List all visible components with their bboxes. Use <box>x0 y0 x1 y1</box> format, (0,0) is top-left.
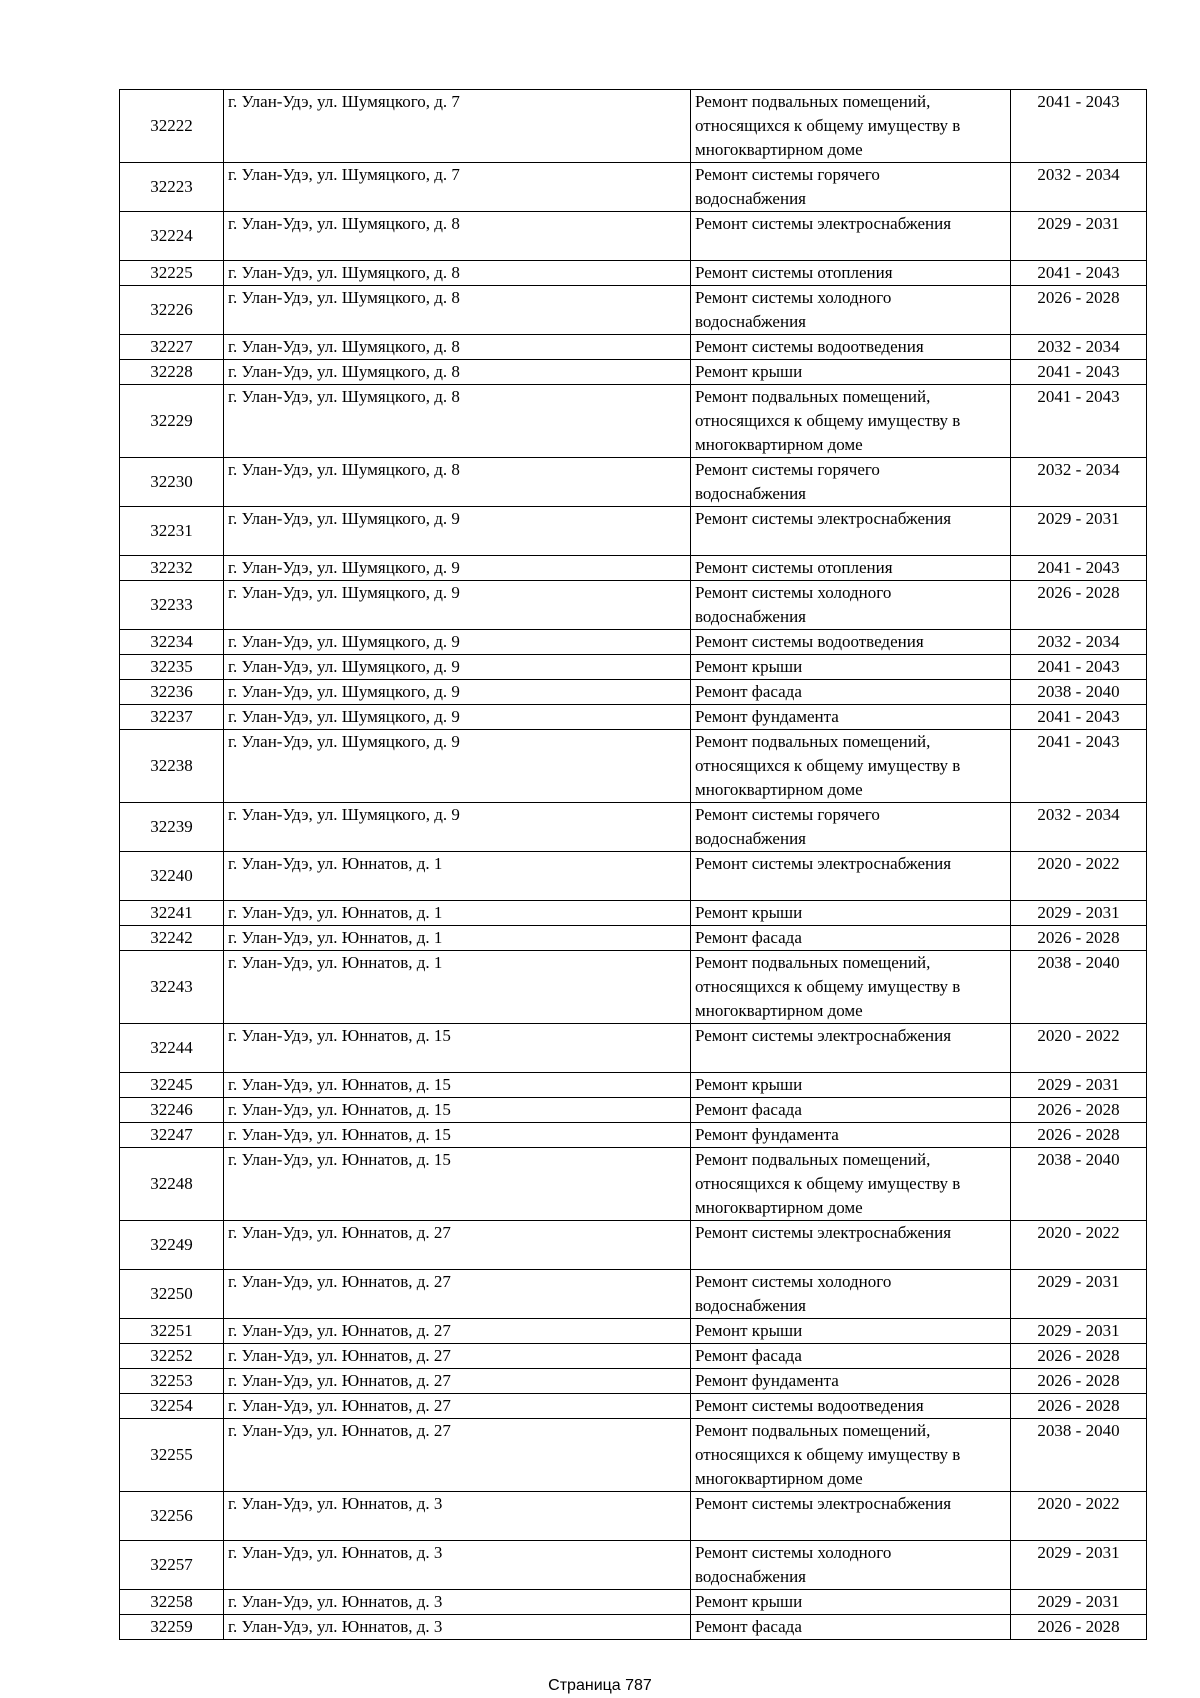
work-type-line: многоквартирном доме <box>695 1469 863 1488</box>
row-number-cell: 32256 <box>120 1492 224 1541</box>
work-type-line: водоснабжения <box>695 607 806 626</box>
table-row <box>120 1419 1147 1492</box>
work-type-cell <box>691 926 1011 951</box>
address-cell: г. Улан-Удэ, ул. Шумяцкого, д. 9 <box>224 630 691 655</box>
address-cell: г. Улан-Удэ, ул. Шумяцкого, д. 9 <box>224 803 691 852</box>
work-type-line: Ремонт крыши <box>695 362 803 381</box>
row-number-cell: 32230 <box>120 458 224 507</box>
work-type-line: Ремонт подвальных помещений, <box>695 732 931 751</box>
table-row <box>120 1319 1147 1344</box>
work-type-cell <box>691 1098 1011 1123</box>
row-number-cell: 32243 <box>120 951 224 1024</box>
period-cell: 2041 - 2043 <box>1011 90 1147 163</box>
work-type-cell <box>691 1270 1011 1319</box>
page-number: Страница 787 <box>548 1677 652 1694</box>
period-cell: 2026 - 2028 <box>1011 926 1147 951</box>
work-type-cell <box>691 1221 1011 1270</box>
row-number-cell: 32253 <box>120 1369 224 1394</box>
work-type-line: Ремонт подвальных помещений, <box>695 1150 931 1169</box>
table-row <box>120 507 1147 556</box>
work-type-cell <box>691 901 1011 926</box>
address-cell: г. Улан-Удэ, ул. Шумяцкого, д. 9 <box>224 581 691 630</box>
row-number-cell: 32240 <box>120 852 224 901</box>
work-type-line: водоснабжения <box>695 189 806 208</box>
work-type-cell <box>691 385 1011 458</box>
work-type-line: водоснабжения <box>695 1567 806 1586</box>
table-row <box>120 803 1147 852</box>
address-cell: г. Улан-Удэ, ул. Шумяцкого, д. 8 <box>224 286 691 335</box>
work-type-line: Ремонт подвальных помещений, <box>695 92 931 111</box>
work-type-line: Ремонт фасада <box>695 1346 802 1365</box>
row-number-cell: 32246 <box>120 1098 224 1123</box>
row-number-cell: 32244 <box>120 1024 224 1073</box>
table-row <box>120 556 1147 581</box>
work-type-line: Ремонт системы холодного <box>695 1543 892 1562</box>
work-type-cell <box>691 286 1011 335</box>
work-type-cell <box>691 655 1011 680</box>
work-type-line: относящихся к общему имуществу в <box>695 411 961 430</box>
period-cell: 2026 - 2028 <box>1011 1123 1147 1148</box>
work-type-cell <box>691 360 1011 385</box>
address-cell: г. Улан-Удэ, ул. Юннатов, д. 27 <box>224 1394 691 1419</box>
work-type-line: многоквартирном доме <box>695 140 863 159</box>
table-row <box>120 335 1147 360</box>
address-cell: г. Улан-Удэ, ул. Шумяцкого, д. 9 <box>224 680 691 705</box>
address-cell: г. Улан-Удэ, ул. Шумяцкого, д. 9 <box>224 556 691 581</box>
period-cell: 2032 - 2034 <box>1011 335 1147 360</box>
address-cell: г. Улан-Удэ, ул. Шумяцкого, д. 8 <box>224 212 691 261</box>
work-type-cell <box>691 803 1011 852</box>
address-cell: г. Улан-Удэ, ул. Шумяцкого, д. 8 <box>224 335 691 360</box>
row-number-cell: 32237 <box>120 705 224 730</box>
table-row <box>120 630 1147 655</box>
table-row <box>120 1344 1147 1369</box>
work-type-cell <box>691 163 1011 212</box>
work-type-line: относящихся к общему имуществу в <box>695 756 961 775</box>
table-row <box>120 212 1147 261</box>
address-cell: г. Улан-Удэ, ул. Юннатов, д. 15 <box>224 1148 691 1221</box>
work-type-line: Ремонт фасада <box>695 1617 802 1636</box>
work-type-cell <box>691 1541 1011 1590</box>
row-number-cell: 32235 <box>120 655 224 680</box>
table-row <box>120 163 1147 212</box>
work-type-cell <box>691 212 1011 261</box>
table-row <box>120 926 1147 951</box>
work-type-line: многоквартирном доме <box>695 1001 863 1020</box>
table-row <box>120 286 1147 335</box>
work-type-line: Ремонт подвальных помещений, <box>695 1421 931 1440</box>
work-type-line: Ремонт крыши <box>695 657 803 676</box>
work-type-line: Ремонт системы электроснабжения <box>695 509 952 528</box>
work-type-line: Ремонт системы отопления <box>695 263 893 282</box>
table-row <box>120 705 1147 730</box>
address-cell: г. Улан-Удэ, ул. Юннатов, д. 15 <box>224 1073 691 1098</box>
table-row <box>120 90 1147 163</box>
period-cell: 2026 - 2028 <box>1011 286 1147 335</box>
work-type-cell <box>691 1369 1011 1394</box>
period-cell: 2041 - 2043 <box>1011 705 1147 730</box>
row-number-cell: 32251 <box>120 1319 224 1344</box>
work-type-line: Ремонт системы горячего <box>695 460 880 479</box>
period-cell: 2026 - 2028 <box>1011 1394 1147 1419</box>
work-type-line: относящихся к общему имуществу в <box>695 1445 961 1464</box>
work-type-cell <box>691 1419 1011 1492</box>
row-number-cell: 32250 <box>120 1270 224 1319</box>
work-type-line: Ремонт системы электроснабжения <box>695 854 952 873</box>
work-type-line: относящихся к общему имуществу в <box>695 116 961 135</box>
period-cell: 2038 - 2040 <box>1011 1419 1147 1492</box>
work-type-cell <box>691 852 1011 901</box>
work-type-cell <box>691 680 1011 705</box>
work-type-cell <box>691 1073 1011 1098</box>
table-row <box>120 730 1147 803</box>
work-type-line: Ремонт системы холодного <box>695 288 892 307</box>
work-type-cell <box>691 1590 1011 1615</box>
work-type-cell <box>691 1394 1011 1419</box>
period-cell: 2041 - 2043 <box>1011 385 1147 458</box>
table-row <box>120 1590 1147 1615</box>
work-type-cell <box>691 335 1011 360</box>
table-row <box>120 1394 1147 1419</box>
work-type-cell <box>691 705 1011 730</box>
work-type-cell <box>691 261 1011 286</box>
row-number-cell: 32232 <box>120 556 224 581</box>
work-type-line: водоснабжения <box>695 829 806 848</box>
work-type-line: Ремонт системы электроснабжения <box>695 214 952 233</box>
address-cell: г. Улан-Удэ, ул. Юннатов, д. 1 <box>224 901 691 926</box>
work-type-line: многоквартирном доме <box>695 435 863 454</box>
table-row <box>120 458 1147 507</box>
period-cell: 2032 - 2034 <box>1011 803 1147 852</box>
address-cell: г. Улан-Удэ, ул. Юннатов, д. 27 <box>224 1369 691 1394</box>
table-row <box>120 1123 1147 1148</box>
work-type-line: Ремонт фасада <box>695 928 802 947</box>
table-row <box>120 1221 1147 1270</box>
table-row <box>120 1369 1147 1394</box>
row-number-cell: 32231 <box>120 507 224 556</box>
work-type-line: Ремонт крыши <box>695 903 803 922</box>
row-number-cell: 32242 <box>120 926 224 951</box>
period-cell: 2020 - 2022 <box>1011 1024 1147 1073</box>
period-cell: 2020 - 2022 <box>1011 852 1147 901</box>
work-type-cell <box>691 730 1011 803</box>
work-type-line: Ремонт системы водоотведения <box>695 632 924 651</box>
address-cell: г. Улан-Удэ, ул. Шумяцкого, д. 8 <box>224 360 691 385</box>
work-type-line: водоснабжения <box>695 312 806 331</box>
period-cell: 2026 - 2028 <box>1011 1615 1147 1640</box>
period-cell: 2029 - 2031 <box>1011 507 1147 556</box>
work-type-line: Ремонт фасада <box>695 1100 802 1119</box>
row-number-cell: 32224 <box>120 212 224 261</box>
work-type-line: Ремонт фасада <box>695 682 802 701</box>
address-cell: г. Улан-Удэ, ул. Юннатов, д. 1 <box>224 926 691 951</box>
work-type-cell <box>691 581 1011 630</box>
table-row <box>120 951 1147 1024</box>
address-cell: г. Улан-Удэ, ул. Юннатов, д. 27 <box>224 1221 691 1270</box>
work-type-cell <box>691 458 1011 507</box>
address-cell: г. Улан-Удэ, ул. Шумяцкого, д. 7 <box>224 163 691 212</box>
address-cell: г. Улан-Удэ, ул. Юннатов, д. 27 <box>224 1319 691 1344</box>
period-cell: 2029 - 2031 <box>1011 212 1147 261</box>
table-row <box>120 261 1147 286</box>
table-row <box>120 655 1147 680</box>
work-type-line: относящихся к общему имуществу в <box>695 977 961 996</box>
row-number-cell: 32226 <box>120 286 224 335</box>
period-cell: 2038 - 2040 <box>1011 1148 1147 1221</box>
table-row <box>120 385 1147 458</box>
table-row <box>120 1024 1147 1073</box>
work-type-line: Ремонт системы электроснабжения <box>695 1223 952 1242</box>
work-type-line: Ремонт подвальных помещений, <box>695 953 931 972</box>
work-type-line: водоснабжения <box>695 1296 806 1315</box>
work-type-line: многоквартирном доме <box>695 1198 863 1217</box>
row-number-cell: 32241 <box>120 901 224 926</box>
work-type-cell <box>691 1148 1011 1221</box>
table-row <box>120 1148 1147 1221</box>
row-number-cell: 32258 <box>120 1590 224 1615</box>
row-number-cell: 32236 <box>120 680 224 705</box>
work-type-line: Ремонт системы холодного <box>695 1272 892 1291</box>
row-number-cell: 32238 <box>120 730 224 803</box>
row-number-cell: 32252 <box>120 1344 224 1369</box>
work-type-line: Ремонт системы горячего <box>695 165 880 184</box>
work-type-cell <box>691 90 1011 163</box>
row-number-cell: 32227 <box>120 335 224 360</box>
address-cell: г. Улан-Удэ, ул. Юннатов, д. 3 <box>224 1615 691 1640</box>
row-number-cell: 32255 <box>120 1419 224 1492</box>
work-type-cell <box>691 507 1011 556</box>
address-cell: г. Улан-Удэ, ул. Юннатов, д. 1 <box>224 951 691 1024</box>
period-cell: 2029 - 2031 <box>1011 901 1147 926</box>
table-row <box>120 901 1147 926</box>
row-number-cell: 32257 <box>120 1541 224 1590</box>
work-type-cell <box>691 1319 1011 1344</box>
work-type-line: Ремонт крыши <box>695 1321 803 1340</box>
work-type-line: Ремонт фундамента <box>695 707 839 726</box>
address-cell: г. Улан-Удэ, ул. Юннатов, д. 27 <box>224 1419 691 1492</box>
row-number-cell: 32223 <box>120 163 224 212</box>
table-row <box>120 581 1147 630</box>
period-cell: 2029 - 2031 <box>1011 1590 1147 1615</box>
address-cell: г. Улан-Удэ, ул. Шумяцкого, д. 9 <box>224 507 691 556</box>
work-type-line: Ремонт системы горячего <box>695 805 880 824</box>
work-type-line: Ремонт системы водоотведения <box>695 1396 924 1415</box>
address-cell: г. Улан-Удэ, ул. Шумяцкого, д. 8 <box>224 385 691 458</box>
work-type-cell <box>691 1024 1011 1073</box>
table-row <box>120 1270 1147 1319</box>
address-cell: г. Улан-Удэ, ул. Юннатов, д. 15 <box>224 1024 691 1073</box>
work-type-line: Ремонт крыши <box>695 1075 803 1094</box>
period-cell: 2032 - 2034 <box>1011 458 1147 507</box>
table-row <box>120 360 1147 385</box>
row-number-cell: 32229 <box>120 385 224 458</box>
row-number-cell: 32254 <box>120 1394 224 1419</box>
address-cell: г. Улан-Удэ, ул. Шумяцкого, д. 8 <box>224 261 691 286</box>
address-cell: г. Улан-Удэ, ул. Юннатов, д. 3 <box>224 1590 691 1615</box>
address-cell: г. Улан-Удэ, ул. Юннатов, д. 27 <box>224 1270 691 1319</box>
row-number-cell: 32247 <box>120 1123 224 1148</box>
address-cell: г. Улан-Удэ, ул. Юннатов, д. 27 <box>224 1344 691 1369</box>
work-type-line: Ремонт системы электроснабжения <box>695 1494 952 1513</box>
row-number-cell: 32239 <box>120 803 224 852</box>
work-type-cell <box>691 1615 1011 1640</box>
work-type-cell <box>691 630 1011 655</box>
address-cell: г. Улан-Удэ, ул. Юннатов, д. 3 <box>224 1492 691 1541</box>
row-number-cell: 32225 <box>120 261 224 286</box>
period-cell: 2041 - 2043 <box>1011 655 1147 680</box>
table-row <box>120 680 1147 705</box>
period-cell: 2032 - 2034 <box>1011 630 1147 655</box>
row-number-cell: 32245 <box>120 1073 224 1098</box>
period-cell: 2041 - 2043 <box>1011 730 1147 803</box>
table-row <box>120 1541 1147 1590</box>
period-cell: 2029 - 2031 <box>1011 1073 1147 1098</box>
address-cell: г. Улан-Удэ, ул. Шумяцкого, д. 9 <box>224 730 691 803</box>
row-number-cell: 32228 <box>120 360 224 385</box>
address-cell: г. Улан-Удэ, ул. Юннатов, д. 15 <box>224 1098 691 1123</box>
work-type-line: Ремонт подвальных помещений, <box>695 387 931 406</box>
table-row <box>120 1615 1147 1640</box>
row-number-cell: 32249 <box>120 1221 224 1270</box>
work-type-line: водоснабжения <box>695 484 806 503</box>
row-number-cell: 32234 <box>120 630 224 655</box>
period-cell: 2029 - 2031 <box>1011 1270 1147 1319</box>
work-type-line: Ремонт системы водоотведения <box>695 337 924 356</box>
period-cell: 2020 - 2022 <box>1011 1221 1147 1270</box>
period-cell: 2026 - 2028 <box>1011 1098 1147 1123</box>
table-row <box>120 1073 1147 1098</box>
period-cell: 2026 - 2028 <box>1011 1344 1147 1369</box>
work-type-cell <box>691 1492 1011 1541</box>
row-number-cell: 32248 <box>120 1148 224 1221</box>
table-body <box>120 90 1147 1640</box>
work-type-line: Ремонт крыши <box>695 1592 803 1611</box>
work-type-cell <box>691 556 1011 581</box>
capital-repair-table <box>119 89 1147 1640</box>
work-type-line: Ремонт системы холодного <box>695 583 892 602</box>
address-cell: г. Улан-Удэ, ул. Шумяцкого, д. 9 <box>224 655 691 680</box>
period-cell: 2032 - 2034 <box>1011 163 1147 212</box>
work-type-cell <box>691 951 1011 1024</box>
period-cell: 2029 - 2031 <box>1011 1541 1147 1590</box>
table-row <box>120 1098 1147 1123</box>
period-cell: 2041 - 2043 <box>1011 556 1147 581</box>
period-cell: 2026 - 2028 <box>1011 581 1147 630</box>
row-number-cell: 32259 <box>120 1615 224 1640</box>
row-number-cell: 32222 <box>120 90 224 163</box>
period-cell: 2026 - 2028 <box>1011 1369 1147 1394</box>
address-cell: г. Улан-Удэ, ул. Юннатов, д. 1 <box>224 852 691 901</box>
period-cell: 2029 - 2031 <box>1011 1319 1147 1344</box>
work-type-cell <box>691 1123 1011 1148</box>
address-cell: г. Улан-Удэ, ул. Юннатов, д. 15 <box>224 1123 691 1148</box>
work-type-cell <box>691 1344 1011 1369</box>
address-cell: г. Улан-Удэ, ул. Шумяцкого, д. 9 <box>224 705 691 730</box>
work-type-line: Ремонт системы электроснабжения <box>695 1026 952 1045</box>
address-cell: г. Улан-Удэ, ул. Юннатов, д. 3 <box>224 1541 691 1590</box>
address-cell: г. Улан-Удэ, ул. Шумяцкого, д. 8 <box>224 458 691 507</box>
work-type-line: Ремонт фундамента <box>695 1371 839 1390</box>
work-type-line: Ремонт фундамента <box>695 1125 839 1144</box>
period-cell: 2041 - 2043 <box>1011 360 1147 385</box>
work-type-line: относящихся к общему имуществу в <box>695 1174 961 1193</box>
document-page <box>119 89 1146 1640</box>
address-cell: г. Улан-Удэ, ул. Шумяцкого, д. 7 <box>224 90 691 163</box>
period-cell: 2041 - 2043 <box>1011 261 1147 286</box>
work-type-line: многоквартирном доме <box>695 780 863 799</box>
period-cell: 2020 - 2022 <box>1011 1492 1147 1541</box>
period-cell: 2038 - 2040 <box>1011 680 1147 705</box>
row-number-cell: 32233 <box>120 581 224 630</box>
period-cell: 2038 - 2040 <box>1011 951 1147 1024</box>
table-row <box>120 1492 1147 1541</box>
table-row <box>120 852 1147 901</box>
work-type-line: Ремонт системы отопления <box>695 558 893 577</box>
